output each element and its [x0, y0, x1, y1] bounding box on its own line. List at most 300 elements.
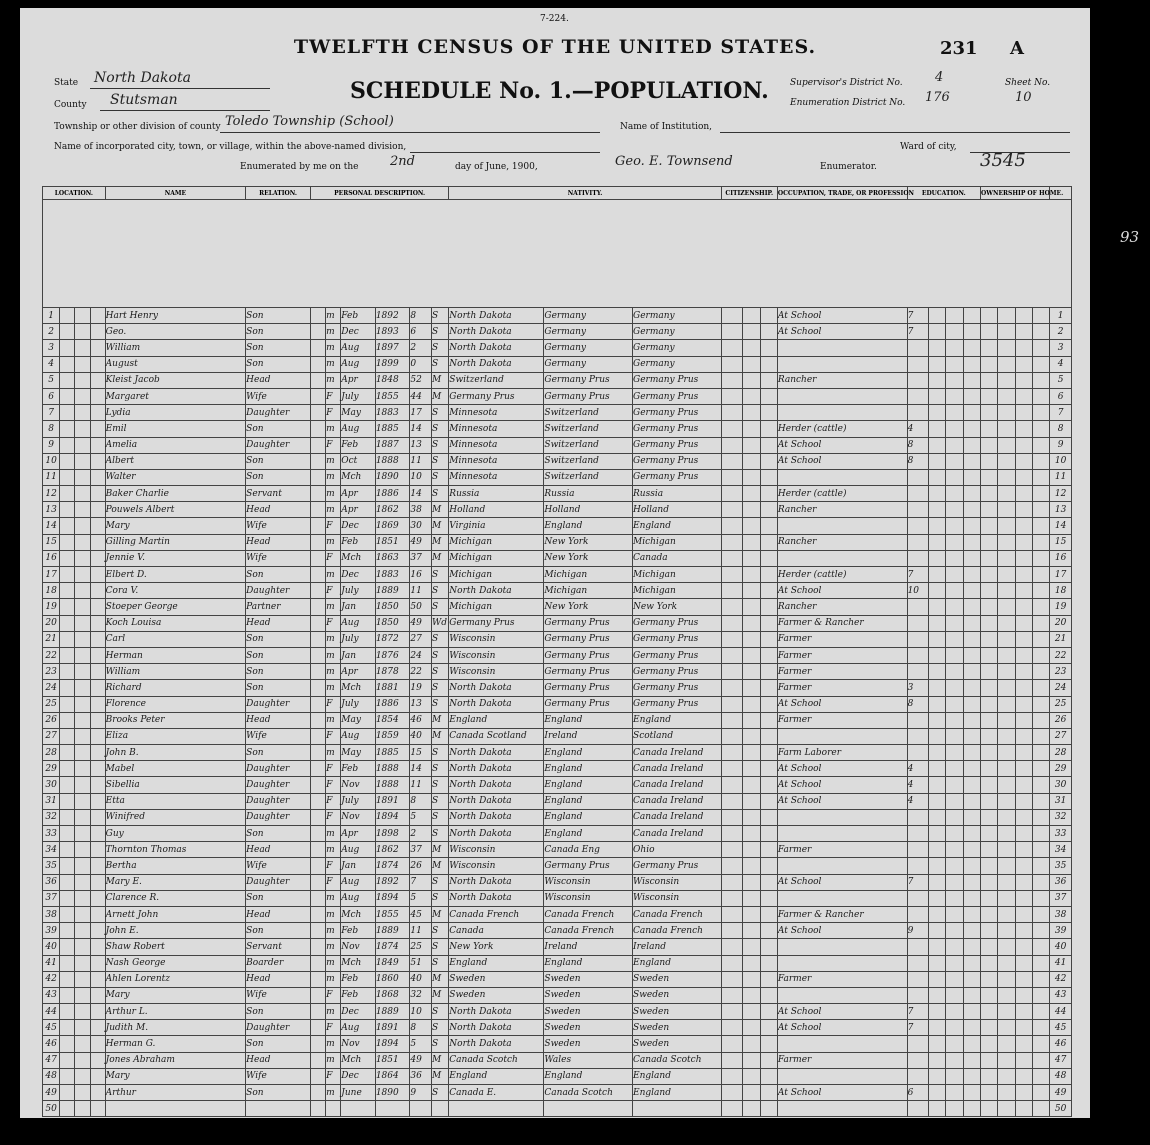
cell-months: 7: [907, 308, 929, 324]
cell-birth: [449, 1101, 544, 1117]
cell-father: Ireland: [544, 728, 633, 744]
cell-year: 1885: [375, 745, 410, 761]
cell-age: 40: [410, 728, 432, 744]
cell-year: 1848: [375, 372, 410, 388]
cell-conj: M: [432, 1052, 449, 1068]
line-number: 29: [1050, 761, 1072, 777]
cell-sex: m: [326, 599, 341, 615]
cell-father: Germany: [544, 356, 633, 372]
cell-month: Nov: [341, 809, 376, 825]
cell-occupation: [777, 955, 907, 971]
line-number: 21: [1050, 631, 1072, 647]
cell-conj: M: [432, 502, 449, 518]
cell-birth: Germany Prus: [449, 615, 544, 631]
table-row: [43, 923, 1072, 939]
cell-father: England: [544, 777, 633, 793]
table-row: [43, 372, 1072, 388]
cell-relation: Daughter: [246, 809, 311, 825]
cell-sex: F: [326, 809, 341, 825]
cell-name: Winifred: [105, 809, 246, 825]
cell-birth: Sweden: [449, 987, 544, 1003]
cell-months: 7: [907, 567, 929, 583]
cell-birth: Michigan: [449, 599, 544, 615]
line-number: 46: [1050, 1036, 1072, 1052]
cell-birth: Wisconsin: [449, 858, 544, 874]
cell-year: 1891: [375, 1020, 410, 1036]
cell-sex: m: [326, 923, 341, 939]
cell-mother: Germany Prus: [633, 405, 722, 421]
line-number: 50: [1050, 1101, 1072, 1117]
table-row: [43, 1020, 1072, 1036]
table-row: [43, 971, 1072, 987]
line-number: 15: [1050, 534, 1072, 550]
cell-sex: m: [326, 890, 341, 906]
cell-months: [907, 469, 929, 485]
cell-mother: Sweden: [633, 971, 722, 987]
cell-occupation: [777, 469, 907, 485]
cell-mother: Holland: [633, 502, 722, 518]
line-number: 20: [43, 615, 60, 631]
line-number: 6: [43, 388, 60, 404]
cell-occupation: Farmer: [777, 712, 907, 728]
cell-father: Switzerland: [544, 421, 633, 437]
cell-occupation: At School: [777, 1085, 907, 1101]
cell-relation: Daughter: [246, 793, 311, 809]
cell-month: May: [341, 405, 376, 421]
cell-conj: S: [432, 745, 449, 761]
cell-relation: Wife: [246, 518, 311, 534]
line-number: 25: [43, 696, 60, 712]
cell-year: 1883: [375, 567, 410, 583]
cell-conj: M: [432, 906, 449, 922]
cell-name: Margaret: [105, 388, 246, 404]
cell-conj: M: [432, 388, 449, 404]
cell-age: 36: [410, 1068, 432, 1084]
line-number: 50: [43, 1101, 60, 1117]
cell-age: 14: [410, 761, 432, 777]
cell-relation: Daughter: [246, 761, 311, 777]
cell-name: Brooks Peter: [105, 712, 246, 728]
cell-father: Wisconsin: [544, 874, 633, 890]
cell-occupation: At School: [777, 1020, 907, 1036]
cell-sex: F: [326, 858, 341, 874]
cell-birth: North Dakota: [449, 809, 544, 825]
line-number: 23: [43, 664, 60, 680]
cell-mother: Wisconsin: [633, 890, 722, 906]
line-number: 13: [1050, 502, 1072, 518]
cell-birth: Russia: [449, 486, 544, 502]
cell-year: 1862: [375, 842, 410, 858]
cell-father: Wisconsin: [544, 890, 633, 906]
cell-birth: Canada E.: [449, 1085, 544, 1101]
line-number: 31: [1050, 793, 1072, 809]
col-relation: RELATION.: [246, 187, 311, 200]
cell-occupation: Herder (cattle): [777, 421, 907, 437]
cell-age: 11: [410, 453, 432, 469]
table-row: [43, 761, 1072, 777]
cell-sex: F: [326, 793, 341, 809]
cell-father: Sweden: [544, 1036, 633, 1052]
cell-month: Mch: [341, 955, 376, 971]
cell-conj: S: [432, 421, 449, 437]
cell-age: 11: [410, 583, 432, 599]
cell-conj: M: [432, 728, 449, 744]
cell-year: 1876: [375, 647, 410, 663]
cell-name: Arthur L.: [105, 1004, 246, 1020]
line-number: 46: [43, 1036, 60, 1052]
cell-sex: m: [326, 469, 341, 485]
cell-birth: Canada Scotland: [449, 728, 544, 744]
cell-mother: Michigan: [633, 534, 722, 550]
enumerator-label: Enumerator.: [820, 162, 877, 172]
line-number: 3: [43, 340, 60, 356]
cell-month: Feb: [341, 437, 376, 453]
col-name: NAME: [105, 187, 246, 200]
cell-occupation: Rancher: [777, 502, 907, 518]
cell-sex: F: [326, 777, 341, 793]
cell-father: England: [544, 712, 633, 728]
cell-relation: Son: [246, 469, 311, 485]
cell-months: [907, 858, 929, 874]
table-row: [43, 502, 1072, 518]
line-number: 4: [43, 356, 60, 372]
table-row: [43, 939, 1072, 955]
line-number: 37: [1050, 890, 1072, 906]
cell-sex: m: [326, 372, 341, 388]
cell-month: Aug: [341, 842, 376, 858]
cell-occupation: [777, 550, 907, 566]
cell-year: 1850: [375, 615, 410, 631]
cell-months: 4: [907, 793, 929, 809]
line-number: 24: [1050, 680, 1072, 696]
line-number: 18: [43, 583, 60, 599]
cell-occupation: Farmer & Rancher: [777, 906, 907, 922]
cell-mother: Germany: [633, 324, 722, 340]
table-row: [43, 518, 1072, 534]
cell-birth: Wisconsin: [449, 842, 544, 858]
line-number: 36: [43, 874, 60, 890]
cell-name: Judith M.: [105, 1020, 246, 1036]
line-number: 38: [1050, 906, 1072, 922]
cell-mother: Canada Ireland: [633, 793, 722, 809]
cell-name: Herman: [105, 647, 246, 663]
main-title: TWELFTH CENSUS OF THE UNITED STATES.: [293, 36, 817, 58]
cell-occupation: [777, 858, 907, 874]
cell-father: England: [544, 955, 633, 971]
cell-relation: Wife: [246, 550, 311, 566]
cell-mother: Sweden: [633, 1036, 722, 1052]
cell-name: Stoeper George: [105, 599, 246, 615]
cell-month: Mch: [341, 469, 376, 485]
cell-father: England: [544, 745, 633, 761]
cell-occupation: Farmer: [777, 647, 907, 663]
cell-month: Feb: [341, 987, 376, 1003]
cell-birth: North Dakota: [449, 356, 544, 372]
township-label: Township or other division of county: [54, 122, 221, 132]
cell-mother: England: [633, 712, 722, 728]
table-row: [43, 388, 1072, 404]
cell-father: Germany: [544, 340, 633, 356]
cell-occupation: Farmer: [777, 664, 907, 680]
cell-age: 52: [410, 372, 432, 388]
table-row: [43, 793, 1072, 809]
line-number: 47: [43, 1052, 60, 1068]
cell-relation: Son: [246, 745, 311, 761]
cell-age: 27: [410, 631, 432, 647]
cell-month: Aug: [341, 890, 376, 906]
cell-age: 38: [410, 502, 432, 518]
line-number: 41: [1050, 955, 1072, 971]
cell-father: Sweden: [544, 1020, 633, 1036]
cell-months: [907, 1052, 929, 1068]
cell-name: John E.: [105, 923, 246, 939]
cell-conj: M: [432, 712, 449, 728]
line-number: 1: [1050, 308, 1072, 324]
line-number: 34: [1050, 842, 1072, 858]
col-personal: PERSONAL DESCRIPTION.: [311, 187, 449, 200]
cell-year: 1881: [375, 680, 410, 696]
cell-age: 11: [410, 777, 432, 793]
cell-mother: Germany: [633, 356, 722, 372]
cell-name: Lydia: [105, 405, 246, 421]
cell-months: 10: [907, 583, 929, 599]
cell-age: 13: [410, 437, 432, 453]
cell-month: Mch: [341, 906, 376, 922]
cell-occupation: At School: [777, 923, 907, 939]
cell-mother: Canada Ireland: [633, 826, 722, 842]
line-number: 41: [43, 955, 60, 971]
line-number: 12: [1050, 486, 1072, 502]
cell-age: 5: [410, 890, 432, 906]
cell-birth: Canada: [449, 923, 544, 939]
cell-year: 1860: [375, 971, 410, 987]
cell-name: Nash George: [105, 955, 246, 971]
cell-months: [907, 405, 929, 421]
table-row: [43, 874, 1072, 890]
cell-month: July: [341, 696, 376, 712]
cell-mother: Wisconsin: [633, 874, 722, 890]
cell-sex: m: [326, 340, 341, 356]
cell-months: [907, 518, 929, 534]
cell-conj: S: [432, 405, 449, 421]
cell-months: [907, 502, 929, 518]
cell-conj: M: [432, 550, 449, 566]
cell-conj: M: [432, 858, 449, 874]
cell-father: Canada Eng: [544, 842, 633, 858]
schedule-title: SCHEDULE No. 1.—POPULATION.: [350, 78, 769, 104]
cell-occupation: At School: [777, 793, 907, 809]
line-number: 27: [1050, 728, 1072, 744]
cell-birth: North Dakota: [449, 777, 544, 793]
cell-birth: North Dakota: [449, 890, 544, 906]
cell-sex: m: [326, 1085, 341, 1101]
cell-birth: Minnesota: [449, 469, 544, 485]
cell-year: 1859: [375, 728, 410, 744]
cell-conj: M: [432, 518, 449, 534]
table-row: [43, 550, 1072, 566]
cell-relation: Son: [246, 923, 311, 939]
cell-month: Jan: [341, 647, 376, 663]
cell-father: England: [544, 793, 633, 809]
cell-sex: F: [326, 1068, 341, 1084]
cell-relation: Wife: [246, 987, 311, 1003]
cell-name: Ahlen Lorentz: [105, 971, 246, 987]
cell-months: [907, 340, 929, 356]
cell-sex: F: [326, 987, 341, 1003]
table-row: [43, 1068, 1072, 1084]
line-number: 5: [43, 372, 60, 388]
col-ownership: OWNERSHIP OF HOME.: [981, 187, 1050, 200]
cell-year: 1862: [375, 502, 410, 518]
cell-conj: S: [432, 696, 449, 712]
table-row: [43, 1036, 1072, 1052]
line-number: 5: [1050, 372, 1072, 388]
cell-sex: F: [326, 437, 341, 453]
table-row: [43, 745, 1072, 761]
cell-father: Ireland: [544, 939, 633, 955]
cell-conj: S: [432, 664, 449, 680]
cell-mother: Germany Prus: [633, 647, 722, 663]
line-number: 19: [1050, 599, 1072, 615]
cell-conj: S: [432, 1020, 449, 1036]
cell-months: [907, 955, 929, 971]
cell-age: 22: [410, 664, 432, 680]
line-number: 14: [1050, 518, 1072, 534]
line-number: 7: [1050, 405, 1072, 421]
table-row: [43, 647, 1072, 663]
cell-birth: England: [449, 955, 544, 971]
cell-birth: Minnesota: [449, 437, 544, 453]
cell-relation: Son: [246, 324, 311, 340]
cell-relation: Wife: [246, 728, 311, 744]
cell-mother: Ireland: [633, 939, 722, 955]
cell-sex: m: [326, 971, 341, 987]
cell-age: 45: [410, 906, 432, 922]
cell-birth: England: [449, 1068, 544, 1084]
cell-conj: M: [432, 372, 449, 388]
cell-father: Holland: [544, 502, 633, 518]
cell-age: 19: [410, 680, 432, 696]
cell-months: [907, 599, 929, 615]
cell-relation: Son: [246, 680, 311, 696]
cell-birth: Holland: [449, 502, 544, 518]
cell-conj: S: [432, 939, 449, 955]
cell-age: 14: [410, 421, 432, 437]
line-number: 22: [43, 647, 60, 663]
cell-months: [907, 728, 929, 744]
cell-months: 7: [907, 324, 929, 340]
cell-mother: Canada Ireland: [633, 809, 722, 825]
line-number: 47: [1050, 1052, 1072, 1068]
cell-year: 1855: [375, 388, 410, 404]
cell-father: Sweden: [544, 971, 633, 987]
cell-father: Germany Prus: [544, 858, 633, 874]
line-number: 3: [1050, 340, 1072, 356]
cell-birth: North Dakota: [449, 874, 544, 890]
cell-occupation: At School: [777, 874, 907, 890]
form-number: 7-224.: [540, 14, 569, 24]
cell-conj: S: [432, 599, 449, 615]
table-row: [43, 1052, 1072, 1068]
cell-occupation: At School: [777, 761, 907, 777]
table-row: [43, 777, 1072, 793]
cell-year: 1863: [375, 550, 410, 566]
cell-mother: Germany Prus: [633, 388, 722, 404]
cell-conj: M: [432, 842, 449, 858]
cell-sex: F: [326, 728, 341, 744]
margin-number: 93: [1120, 228, 1140, 246]
cell-father: England: [544, 826, 633, 842]
cell-year: 1883: [375, 405, 410, 421]
cell-age: 26: [410, 858, 432, 874]
line-number: 33: [1050, 826, 1072, 842]
cell-conj: S: [432, 647, 449, 663]
line-number: 9: [1050, 437, 1072, 453]
cell-father: New York: [544, 599, 633, 615]
cell-occupation: Farm Laborer: [777, 745, 907, 761]
cell-mother: Germany Prus: [633, 421, 722, 437]
cell-occupation: [777, 728, 907, 744]
cell-month: Feb: [341, 923, 376, 939]
cell-month: Oct: [341, 453, 376, 469]
line-number: 43: [43, 987, 60, 1003]
cell-occupation: [777, 518, 907, 534]
cell-months: 8: [907, 696, 929, 712]
line-number: 39: [1050, 923, 1072, 939]
cell-father: Germany Prus: [544, 388, 633, 404]
cell-months: [907, 486, 929, 502]
cell-year: 1878: [375, 664, 410, 680]
cell-month: July: [341, 388, 376, 404]
cell-occupation: Farmer: [777, 680, 907, 696]
cell-father: Sweden: [544, 1004, 633, 1020]
cell-birth: Canada Scotch: [449, 1052, 544, 1068]
cell-name: Thornton Thomas: [105, 842, 246, 858]
cell-relation: Son: [246, 308, 311, 324]
cell-mother: Germany Prus: [633, 858, 722, 874]
cell-father: Germany Prus: [544, 372, 633, 388]
line-number: 6: [1050, 388, 1072, 404]
line-number: 10: [1050, 453, 1072, 469]
table-row: [43, 567, 1072, 583]
cell-occupation: [777, 1068, 907, 1084]
cell-age: 0: [410, 356, 432, 372]
table-row: [43, 858, 1072, 874]
cell-name: Hart Henry: [105, 308, 246, 324]
cell-months: 4: [907, 421, 929, 437]
cell-conj: S: [432, 356, 449, 372]
cell-age: 49: [410, 1052, 432, 1068]
cell-occupation: [777, 388, 907, 404]
population-table: [42, 186, 1072, 1116]
cell-year: 1892: [375, 874, 410, 890]
cell-mother: Canada Ireland: [633, 745, 722, 761]
cell-relation: Servant: [246, 486, 311, 502]
cell-name: Cora V.: [105, 583, 246, 599]
cell-name: Mary E.: [105, 874, 246, 890]
cell-months: [907, 615, 929, 631]
line-number: 43: [1050, 987, 1072, 1003]
line-number: 18: [1050, 583, 1072, 599]
cell-mother: Canada Ireland: [633, 777, 722, 793]
line-number: 44: [1050, 1004, 1072, 1020]
cell-occupation: [777, 340, 907, 356]
cell-name: Clarence R.: [105, 890, 246, 906]
cell-birth: Minnesota: [449, 405, 544, 421]
line-number: 49: [43, 1085, 60, 1101]
cell-birth: North Dakota: [449, 761, 544, 777]
cell-relation: Head: [246, 906, 311, 922]
